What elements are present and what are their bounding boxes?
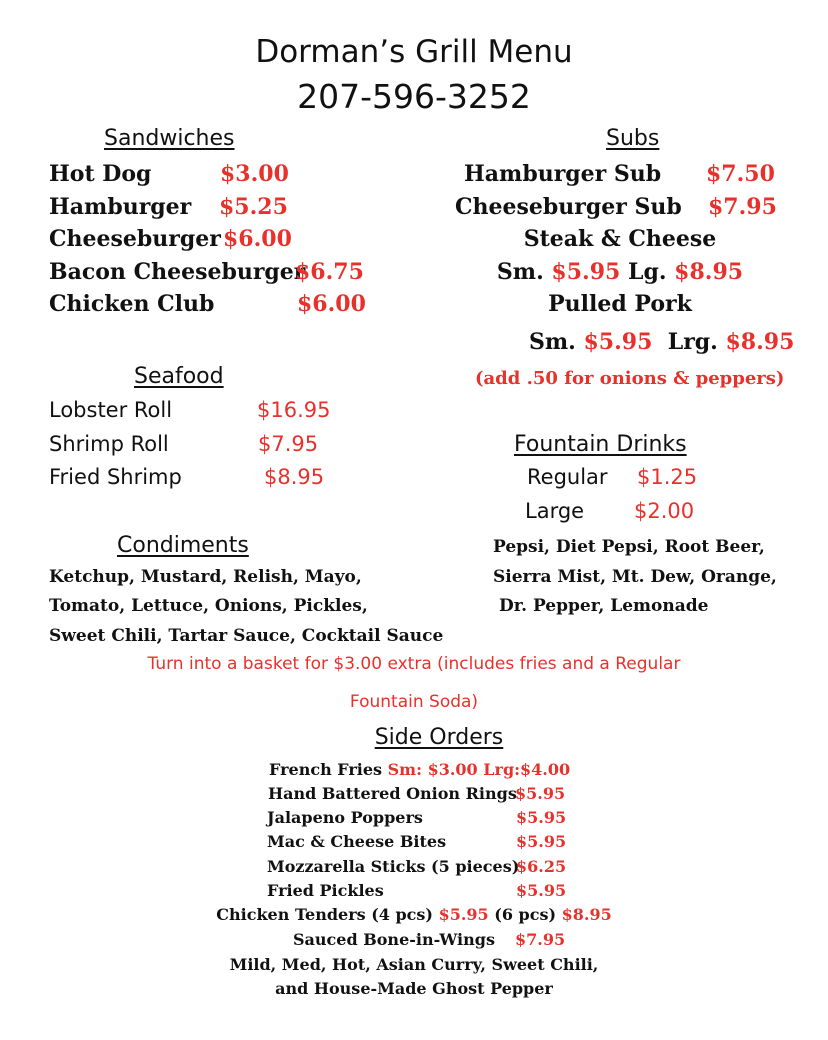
menu-item-price: $6.25 bbox=[516, 857, 567, 876]
size-label: Lg. bbox=[627, 259, 667, 285]
menu-item-name: Chicken Tenders (4 pcs) bbox=[216, 905, 433, 924]
condiments-line: Ketchup, Mustard, Relish, Mayo, bbox=[49, 567, 362, 587]
menu-item-name: Cheeseburger bbox=[49, 226, 221, 252]
menu-item-name: Fried Shrimp bbox=[49, 465, 182, 489]
menu-item-price: $8.95 bbox=[264, 465, 325, 489]
size-price: $8.95 bbox=[674, 259, 744, 285]
menu-item-name: Shrimp Roll bbox=[49, 432, 169, 456]
size-price: $8.95 bbox=[725, 329, 795, 355]
menu-item-name: Hamburger bbox=[49, 194, 192, 220]
chicken-tenders-item bbox=[0, 905, 828, 924]
menu-item-price: $6.00 bbox=[223, 226, 292, 252]
menu-item-price: $5.25 bbox=[219, 194, 288, 220]
menu-item-price: $7.50 bbox=[706, 161, 775, 187]
menu-item-price: $16.95 bbox=[257, 398, 331, 422]
condiments-line: Sweet Chili, Tartar Sauce, Cocktail Sauce bbox=[49, 626, 444, 646]
menu-item-price: $6.00 bbox=[297, 291, 366, 317]
menu-item-price: $7.95 bbox=[708, 194, 777, 220]
drink-size-label: Large bbox=[525, 499, 585, 523]
size-price: $5.95 bbox=[551, 259, 621, 285]
menu-item-name: Sauced Bone-in-Wings bbox=[293, 930, 495, 949]
phone-number: 207-596-3252 bbox=[297, 77, 531, 116]
side-orders-heading: Side Orders bbox=[374, 725, 504, 750]
steak-cheese-name: Steak & Cheese bbox=[523, 226, 717, 252]
size-label: Sm. bbox=[496, 259, 544, 285]
menu-item-name: Fried Pickles bbox=[267, 881, 384, 900]
pulled-pork-sizes bbox=[529, 329, 794, 355]
subs-note: (add .50 for onions & peppers) bbox=[475, 368, 785, 389]
menu-item-price: Sm: $3.00 Lrg:$4.00 bbox=[387, 760, 571, 779]
menu-item-price: $5.95 bbox=[515, 784, 566, 803]
menu-item-name: Lobster Roll bbox=[49, 398, 173, 422]
menu-item-price: $6.75 bbox=[295, 259, 364, 285]
size-price: $5.95 bbox=[583, 329, 653, 355]
menu-item-price: $5.95 bbox=[438, 905, 489, 924]
seafood-heading: Seafood bbox=[134, 364, 224, 389]
sandwiches-heading: Sandwiches bbox=[104, 126, 235, 151]
drink-flavors-line: Dr. Pepper, Lemonade bbox=[499, 596, 709, 616]
drink-flavors-line: Pepsi, Diet Pepsi, Root Beer, bbox=[493, 537, 765, 557]
drink-size-label: Regular bbox=[527, 465, 608, 489]
wing-flavors-line: Mild, Med, Hot, Asian Curry, Sweet Chili, bbox=[229, 955, 599, 974]
menu-item-option: (6 pcs) bbox=[494, 905, 557, 924]
menu-item-name: Bacon Cheeseburger bbox=[49, 259, 306, 285]
drink-size-price: $1.25 bbox=[637, 465, 698, 489]
wing-flavors-line: and House-Made Ghost Pepper bbox=[275, 979, 553, 998]
menu-item-name: Hot Dog bbox=[49, 161, 152, 187]
size-label: Sm. bbox=[529, 329, 576, 355]
menu-item-price: $3.00 bbox=[220, 161, 289, 187]
basket-note: Turn into a basket for $3.00 extra (includes fries and a Regular bbox=[147, 654, 681, 674]
menu-title: Dorman’s Grill Menu bbox=[255, 34, 573, 70]
size-label: Lrg. bbox=[667, 329, 718, 355]
drink-flavors-line: Sierra Mist, Mt. Dew, Orange, bbox=[493, 567, 777, 587]
menu-item-price: $5.95 bbox=[516, 881, 567, 900]
menu-item-name: Jalapeno Poppers bbox=[267, 808, 423, 827]
menu-item-price: $7.95 bbox=[258, 432, 319, 456]
subs-heading: Subs bbox=[606, 126, 660, 151]
french-fries-item bbox=[269, 760, 570, 779]
menu-item-price: $8.95 bbox=[561, 905, 612, 924]
steak-cheese-sizes bbox=[460, 259, 780, 285]
pulled-pork-name: Pulled Pork bbox=[548, 291, 692, 317]
menu-item-price: $5.95 bbox=[516, 832, 567, 851]
drink-size-price: $2.00 bbox=[634, 499, 695, 523]
menu-item-name: French Fries bbox=[269, 760, 383, 779]
menu-item-price: $7.95 bbox=[515, 930, 566, 949]
menu-item-name: Mac & Cheese Bites bbox=[267, 832, 447, 851]
menu-item-name: Cheeseburger Sub bbox=[455, 194, 682, 220]
menu-item-name: Chicken Club bbox=[49, 291, 215, 317]
condiments-heading: Condiments bbox=[117, 533, 249, 558]
menu-item-name: Mozzarella Sticks (5 pieces) bbox=[267, 857, 520, 876]
basket-note-continued: Fountain Soda) bbox=[349, 692, 479, 712]
condiments-line: Tomato, Lettuce, Onions, Pickles, bbox=[49, 596, 368, 616]
fountain-drinks-heading: Fountain Drinks bbox=[514, 432, 687, 457]
menu-item-name: Hamburger Sub bbox=[464, 161, 662, 187]
menu-item-price: $5.95 bbox=[516, 808, 567, 827]
menu-item-name: Hand Battered Onion Rings bbox=[268, 784, 517, 803]
